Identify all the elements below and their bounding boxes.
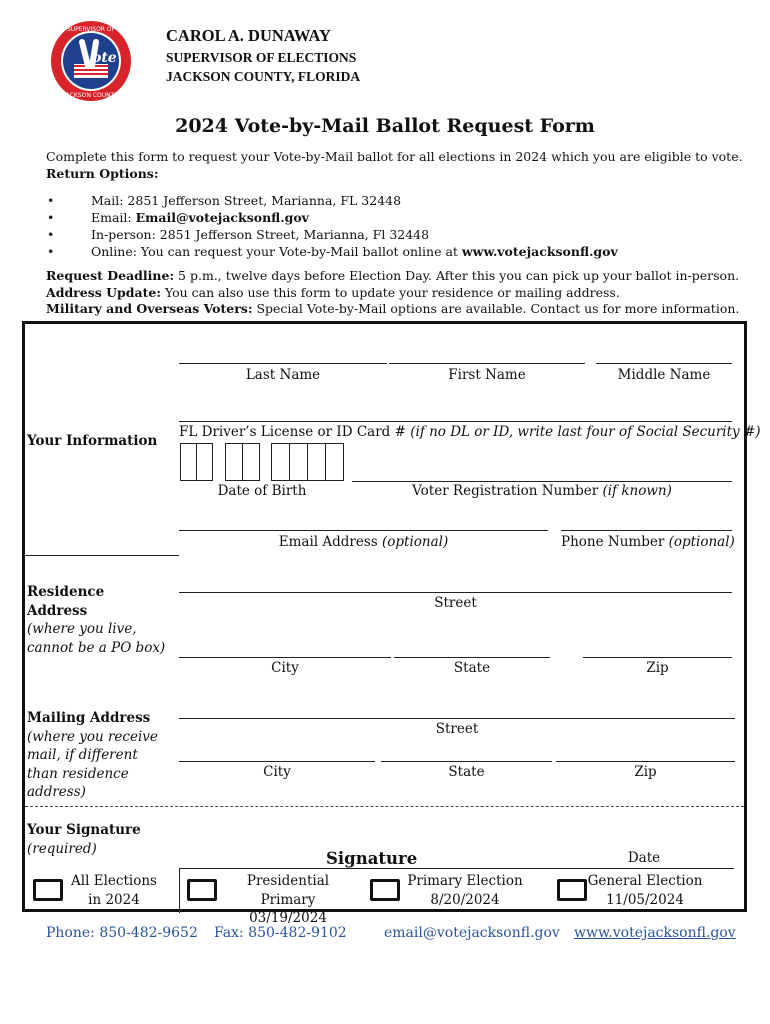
phone-number-line[interactable] — [561, 530, 732, 531]
section-divider-dotted — [25, 806, 744, 807]
section-residence-address: Residence Address (where you live, cannot be a PO box) — [27, 584, 166, 656]
drivers-license-line[interactable] — [179, 421, 732, 422]
return-option-mail: • Mail: 2851 Jefferson Street, Marianna, FL 32448 — [91, 193, 618, 210]
section-divider — [25, 555, 179, 556]
date-label: Date — [627, 850, 661, 866]
dob-year-digit-4[interactable] — [325, 443, 344, 481]
dob-day-digit-1[interactable] — [225, 443, 243, 481]
svg-text:JACKSON COUNTY: JACKSON COUNTY — [64, 92, 118, 99]
middle-name-line[interactable] — [596, 363, 732, 364]
residence-zip-label: Zip — [646, 660, 669, 676]
dob-year-digit-1[interactable] — [271, 443, 290, 481]
presidential-primary-label: Presidential Primary 03/19/2024 — [246, 873, 330, 926]
dob-label: Date of Birth — [217, 483, 307, 499]
mailing-street-line[interactable] — [179, 718, 735, 719]
svg-text:ote: ote — [92, 50, 117, 66]
residence-street-label: Street — [434, 595, 477, 611]
dob-year-digit-2[interactable] — [289, 443, 308, 481]
primary-election-label: Primary Election 8/20/2024 — [407, 873, 523, 908]
drivers-license-label: FL Driver’s License or ID Card # (if no DL or ID, write last four of Social Security #) — [179, 424, 761, 440]
footer-fax: Fax: 850-482-9102 — [214, 925, 347, 941]
return-option-in-person: • In-person: 2851 Jefferson Street, Marianna, Fl 32448 — [91, 227, 618, 244]
section-your-signature: Your Signature (required) — [27, 822, 141, 857]
footer-email[interactable]: email@votejacksonfl.gov — [384, 925, 560, 941]
dob-month-digit-2[interactable] — [196, 443, 213, 481]
office-title: SUPERVISOR OF ELECTIONS — [166, 50, 357, 65]
mailing-zip-label: Zip — [634, 764, 657, 780]
residence-city-line[interactable] — [179, 657, 391, 658]
return-options-label: Return Options: — [46, 166, 159, 181]
email-address-label: Email Address (optional) — [278, 534, 449, 550]
mailing-state-line[interactable] — [381, 761, 552, 762]
footer-phone: Phone: 850-482-9652 — [46, 925, 198, 941]
all-elections-label: All Elections in 2024 — [71, 873, 157, 908]
all-elections-checkbox[interactable] — [33, 879, 63, 901]
mailing-street-label: Street — [435, 721, 479, 737]
middle-name-label: Middle Name — [617, 367, 711, 383]
mailing-state-label: State — [448, 764, 485, 780]
signature-label: Signature — [326, 849, 418, 868]
request-deadline-note: Request Deadline: 5 p.m., twelve days before Election Day. After this you can pick up your ballot in-person. — [46, 268, 740, 283]
county-title: JACKSON COUNTY, FLORIDA — [166, 69, 361, 84]
primary-election-checkbox[interactable] — [370, 879, 400, 901]
residence-city-label: City — [271, 660, 299, 676]
dob-year-digit-3[interactable] — [307, 443, 326, 481]
footer-website[interactable]: www.votejacksonfl.gov — [574, 925, 736, 941]
first-name-label: First Name — [448, 367, 526, 383]
general-election-label: General Election 11/05/2024 — [587, 873, 703, 908]
mailing-zip-line[interactable] — [556, 761, 735, 762]
residence-state-label: State — [453, 660, 491, 676]
return-options-list — [91, 193, 618, 261]
voter-registration-label: Voter Registration Number (if known) — [412, 483, 672, 499]
military-overseas-note: Military and Overseas Voters: Special Vote-by-Mail options are available. Contact us for more information. — [46, 301, 740, 316]
residence-street-line[interactable] — [179, 592, 732, 593]
section-your-information: Your Information — [27, 433, 158, 449]
form-title: 2024 Vote-by-Mail Ballot Request Form — [175, 115, 595, 137]
dob-month-digit-1[interactable] — [180, 443, 197, 481]
presidential-primary-checkbox[interactable] — [187, 879, 217, 901]
email-link[interactable]: Email@votejacksonfl.gov — [135, 210, 309, 225]
last-name-line[interactable] — [179, 363, 387, 364]
section-mailing-address: Mailing Address (where you receive mail, if different than residence address) — [27, 710, 158, 800]
svg-text:SUPERVISOR OF: SUPERVISOR OF — [66, 26, 116, 33]
general-election-checkbox[interactable] — [557, 879, 587, 901]
dob-day-digit-2[interactable] — [242, 443, 260, 481]
return-option-email: • Email: Email@votejacksonfl.gov — [91, 210, 618, 227]
election-seal-logo — [50, 20, 132, 102]
mailing-city-label: City — [263, 764, 291, 780]
supervisor-name: CAROL A. DUNAWAY — [166, 26, 331, 45]
intro-text: Complete this form to request your Vote-by-Mail ballot for all elections in 2024 which you are eligible to vote. — [46, 149, 743, 164]
residence-state-line[interactable] — [394, 657, 550, 658]
mailing-city-line[interactable] — [179, 761, 375, 762]
last-name-label: Last Name — [245, 367, 321, 383]
website-link[interactable]: www.votejacksonfl.gov — [461, 244, 618, 259]
voter-registration-line[interactable] — [352, 481, 732, 482]
email-address-line[interactable] — [179, 530, 548, 531]
return-option-online: • Online: You can request your Vote-by-Mail ballot online at www.votejacksonfl.gov — [91, 244, 618, 261]
first-name-line[interactable] — [389, 363, 585, 364]
address-update-note: Address Update: You can also use this form to update your residence or mailing address. — [46, 285, 620, 300]
residence-zip-line[interactable] — [583, 657, 732, 658]
phone-number-label: Phone Number (optional) — [561, 534, 735, 550]
